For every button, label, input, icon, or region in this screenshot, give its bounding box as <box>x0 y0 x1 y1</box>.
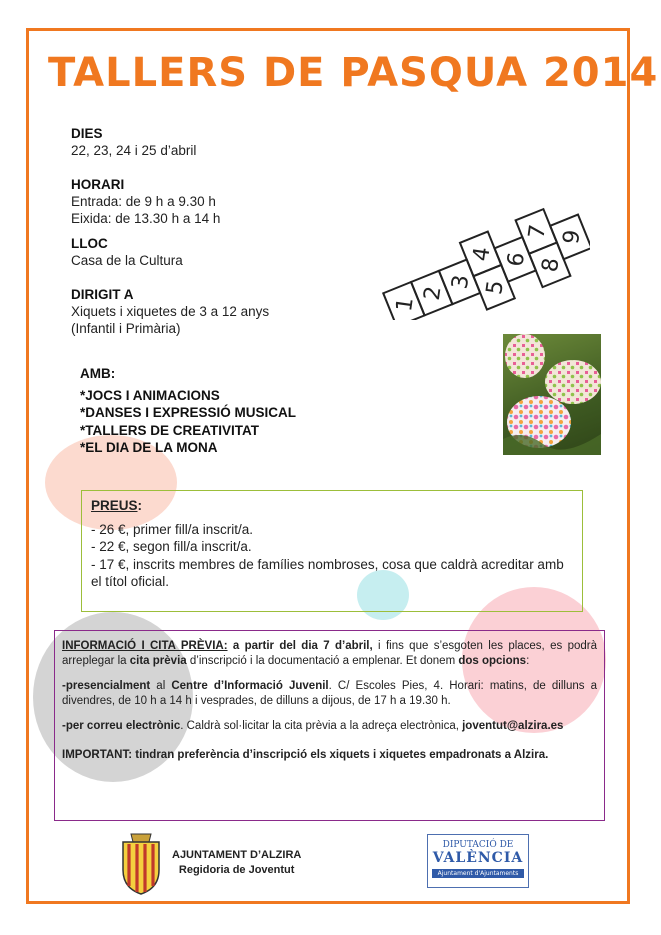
footer-organization <box>172 848 301 878</box>
amb-item: *JOCS I ANIMACIONS <box>80 387 220 403</box>
info-text: al <box>150 680 172 692</box>
page-title: TALLERS DE PASQUA 2014 <box>48 50 659 96</box>
hopscotch-number: 5 <box>482 278 509 297</box>
easter-eggs-photo <box>503 334 601 455</box>
preus-heading: PREUS <box>91 498 138 513</box>
preus-colon: : <box>137 498 143 513</box>
hopscotch-number: 3 <box>447 273 475 291</box>
alzira-coat-of-arms-logo <box>113 830 169 896</box>
horari-entrada: Entrada: de 9 h a 9.30 h <box>71 194 216 209</box>
amb-item: *TALLERS DE CREATIVITAT <box>80 422 259 438</box>
amb-heading: AMB: <box>80 366 116 381</box>
diputacio-valencia-logo <box>427 834 529 888</box>
info-option-email <box>62 719 597 734</box>
hopscotch-number: 2 <box>419 284 447 302</box>
email-link[interactable]: joventut@alzira.es <box>462 720 564 732</box>
dirigit-heading: DIRIGIT A <box>71 287 134 302</box>
dipu-tagline: Ajuntament d'Ajuntaments <box>432 869 524 878</box>
hopscotch-number: 9 <box>558 228 586 246</box>
lloc-heading: LLOC <box>71 236 108 251</box>
info-date: a partir del dia 7 d’abril, <box>227 640 373 652</box>
preus-item: - 22 €, segon fill/a inscrit/a. <box>91 539 252 554</box>
option-label: -per correu electrònic <box>62 720 181 732</box>
info-box <box>54 630 605 821</box>
preus-item: - 17 €, inscrits membres de famílies nombroses, cosa que caldrà acreditar amb el títol oficial. <box>91 556 564 589</box>
info-important: IMPORTANT: tindran preferència d’inscripció els xiquets i xiquetes empadronats a Alzira. <box>62 749 549 761</box>
dirigit-line1: Xiquets i xiquetes de 3 a 12 anys <box>71 304 270 319</box>
hopscotch-number: 4 <box>468 245 496 263</box>
lloc-text: Casa de la Cultura <box>71 253 183 268</box>
info-text: i fins que s’esgoten les places, es podrà arreplegar la <box>62 640 597 667</box>
horari-eixida: Eixida: de 13.30 h a 14 h <box>71 211 221 226</box>
dirigit-line2: (Infantil i Primària) <box>71 321 181 336</box>
horari-heading: HORARI <box>71 177 125 192</box>
hopscotch-number: 7 <box>524 222 552 241</box>
preus-box <box>81 490 583 612</box>
dipu-line2: VALÈNCIA <box>432 850 524 866</box>
info-heading: INFORMACIÓ I CITA PRÈVIA: <box>62 640 228 652</box>
amb-item: *EL DIA DE LA MONA <box>80 440 218 455</box>
info-text: : <box>526 655 530 667</box>
hopscotch-number: 8 <box>537 256 565 274</box>
centre-name: Centre d’Informació Juvenil <box>171 680 329 692</box>
info-text: . C/ Escoles Pies, 4. Horari: matins, de dilluns a divendres, de 10 h a 14 h i vesprades, de dilluns a dijous, de 17 h a 19.30 h. <box>62 680 597 707</box>
info-text: d’inscripció i la documentació a emplenar. Et donem <box>186 655 459 667</box>
hopscotch-illustration <box>360 160 590 320</box>
preus-item: - 26 €, primer fill/a inscrit/a. <box>91 521 254 537</box>
dies-section <box>71 125 196 159</box>
info-text: . Caldrà sol·licitar la cita prèvia a la adreça electrònica, <box>180 720 463 732</box>
org-name: AJUNTAMENT D’ALZIRA <box>172 849 302 861</box>
lloc-section <box>71 235 183 269</box>
info-option-presencial <box>62 679 597 709</box>
amb-item: *DANSES I EXPRESSIÓ MUSICAL <box>80 405 297 420</box>
dies-text: 22, 23, 24 i 25 d’abril <box>71 143 197 158</box>
dipu-line1: DIPUTACIÓ DE <box>442 840 514 850</box>
horari-section <box>71 176 220 227</box>
org-dept: Regidoria de Joventut <box>178 864 295 876</box>
info-intro <box>62 639 597 669</box>
dies-heading: DIES <box>71 126 103 141</box>
hopscotch-number: 1 <box>392 295 419 314</box>
hopscotch-number: 6 <box>503 250 531 269</box>
amb-section <box>80 365 296 457</box>
info-opcions: dos opcions <box>458 655 527 667</box>
dirigit-section <box>71 286 269 337</box>
info-cita: cita prèvia <box>129 655 187 667</box>
option-label: -presencialment <box>62 680 151 692</box>
